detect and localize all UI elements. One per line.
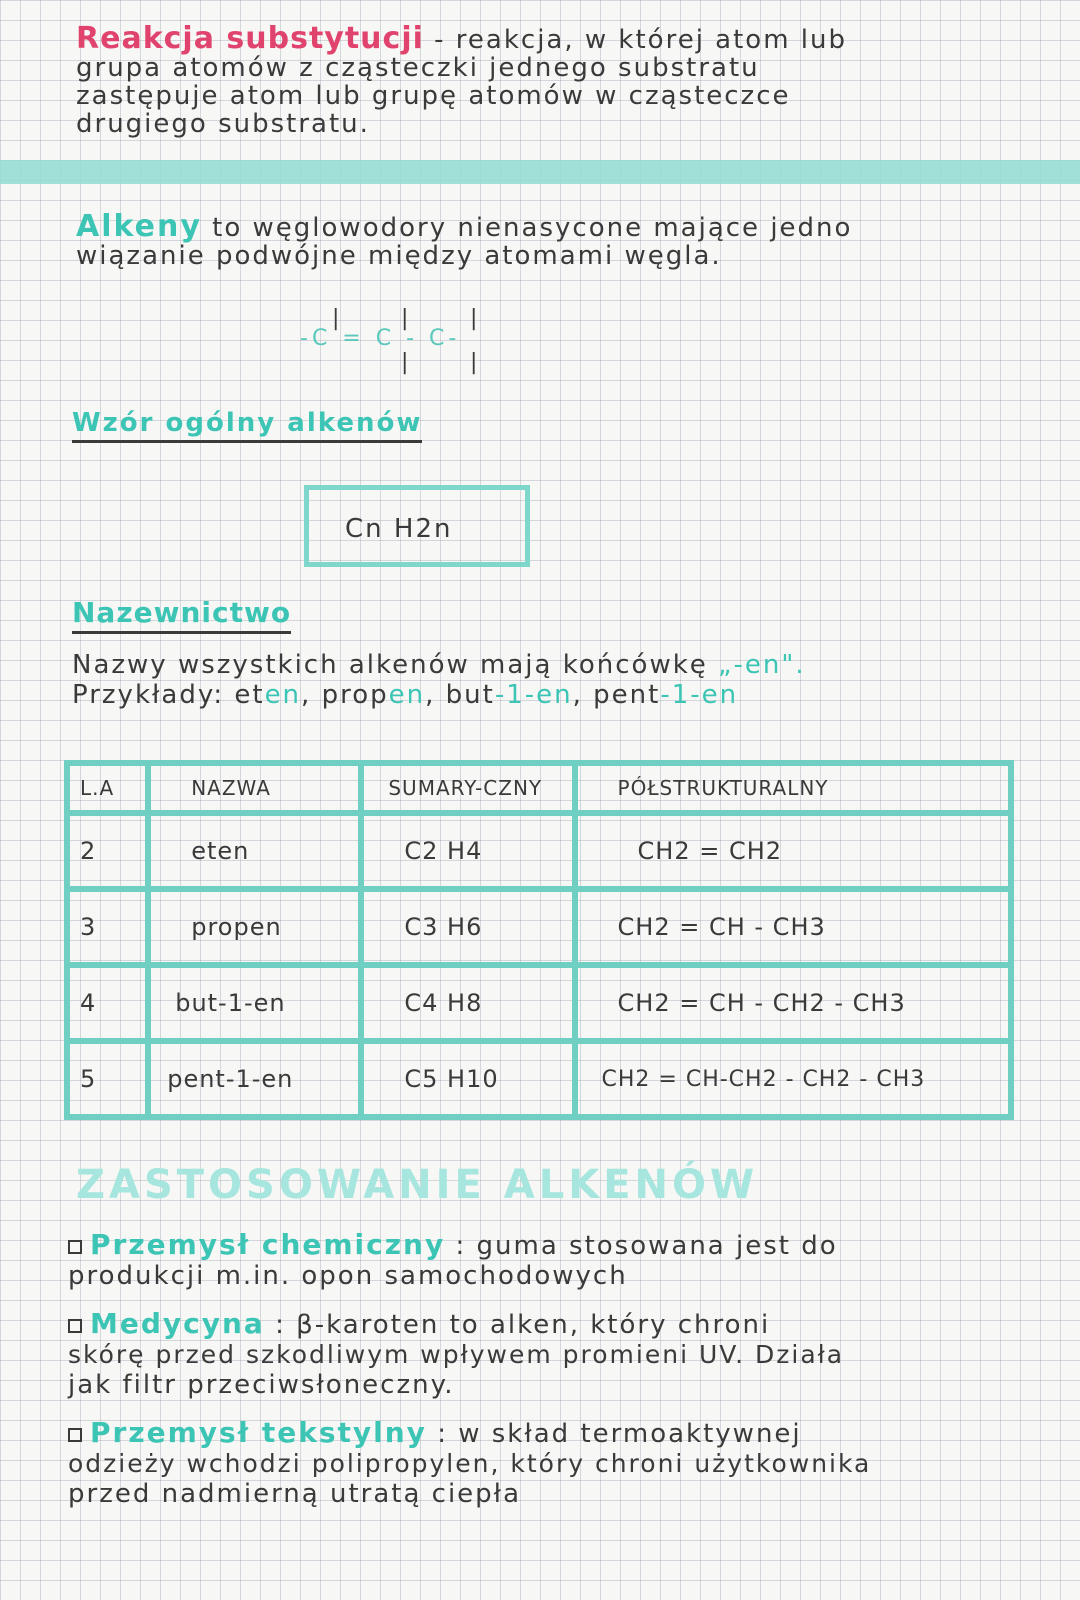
use-line: przed nadmierną utratą ciepła (68, 1479, 522, 1509)
use-line: jak filtr przeciwsłoneczny. (68, 1370, 455, 1400)
general-formula: Cn H2n (345, 514, 453, 544)
table-row (67, 965, 1011, 1041)
cell-molecular: C2 H4 (361, 813, 574, 889)
example-propen: propen (321, 680, 426, 710)
nomenclature-text: Nazwy wszystkich alkenów mają końcówkę „-en". Przykłady: eten, propen, but-1-en, pent-1-en (72, 650, 806, 710)
cell-molecular: C3 H6 (361, 889, 574, 965)
alkenes-table (64, 760, 1014, 1120)
cell-name: propen (148, 889, 361, 965)
definition-line: grupa atomów z cząsteczki jednego substratu (76, 53, 760, 83)
checkbox-icon (68, 1319, 82, 1333)
uses-heading: ZASTOSOWANIE ALKENÓW (76, 1162, 759, 1208)
use-term: Przemysł tekstylny (90, 1416, 427, 1449)
definition-line: drugiego substratu. (76, 109, 370, 139)
cell-carbon-count: 2 (67, 813, 148, 889)
use-item-chemical (68, 1228, 871, 1291)
general-formula-heading: Wzór ogólny alkenów (72, 408, 422, 443)
definition-line: to węglowodory nienasycone mające jedno (212, 213, 853, 243)
example-butene: but-1-en (445, 680, 573, 710)
use-term: Przemysł chemiczny (90, 1228, 446, 1261)
header-la: L.A (67, 763, 148, 813)
use-line: skórę przed szkodliwym wpływem promieni UV. Działa (68, 1340, 845, 1369)
table-header-row (67, 763, 1011, 813)
structure-text: -C = C - C- (300, 326, 461, 351)
table-row (67, 813, 1011, 889)
use-item-medicine (68, 1307, 871, 1400)
cell-condensed: CH2 = CH - CH2 - CH3 (575, 965, 1011, 1041)
header-molecular: SUMARY-CZNY (361, 763, 574, 813)
nomenclature-rule: Nazwy wszystkich alkenów mają końcówkę (72, 650, 708, 680)
cell-name: but-1-en (148, 965, 361, 1041)
cell-carbon-count: 3 (67, 889, 148, 965)
ending-en: „-en". (718, 650, 806, 680)
use-item-textile (68, 1416, 872, 1509)
use-line: : guma stosowana jest do (455, 1231, 838, 1261)
example-eten: eten (234, 680, 302, 710)
table-row (67, 889, 1011, 965)
alkenes-definition (76, 209, 853, 271)
nomenclature-section (72, 596, 291, 634)
cell-condensed: CH2 = CH - CH3 (575, 889, 1011, 965)
general-formula-section (72, 408, 422, 438)
header-condensed: PÓŁSTRUKTURALNY (575, 763, 1011, 813)
cell-condensed: CH2 = CH2 (575, 813, 1011, 889)
use-line: odzieży wchodzi polipropylen, który chroni użytkownika (68, 1449, 872, 1478)
cell-molecular: C4 H8 (361, 965, 574, 1041)
definition-line: wiązanie podwójne między atomami węgla. (76, 241, 722, 271)
use-line: : w skład termoaktywnej (437, 1419, 802, 1449)
examples-label: Przykłady: (72, 680, 225, 710)
structural-formula: | | | -C = C - C- | | (300, 306, 482, 375)
definition-line: - reakcja, w której atom lub (434, 25, 848, 55)
use-line: : β-karoten to alken, który chroni (275, 1310, 771, 1340)
example-pentene: pent-1-en (593, 680, 739, 710)
definition-line: zastępuje atom lub grupę atomów w cząsteczce (76, 81, 791, 111)
uses-list (68, 1228, 872, 1509)
checkbox-icon (68, 1240, 82, 1254)
formula-box (304, 485, 530, 567)
substitution-term: Reakcja substytucji (76, 21, 424, 56)
divider-band (0, 160, 1080, 184)
substitution-definition (76, 21, 848, 139)
use-term: Medycyna (90, 1307, 265, 1340)
table-row (67, 1041, 1011, 1117)
cell-name: eten (148, 813, 361, 889)
nomenclature-heading: Nazewnictwo (72, 596, 291, 634)
cell-carbon-count: 4 (67, 965, 148, 1041)
cell-condensed: CH2 = CH-CH2 - CH2 - CH3 (575, 1041, 1011, 1117)
checkbox-icon (68, 1428, 82, 1442)
cell-name: pent-1-en (148, 1041, 361, 1117)
cell-carbon-count: 5 (67, 1041, 148, 1117)
header-name: NAZWA (148, 763, 361, 813)
alkenes-term: Alkeny (76, 209, 202, 244)
use-line: produkcji m.in. opon samochodowych (68, 1261, 628, 1291)
cell-molecular: C5 H10 (361, 1041, 574, 1117)
